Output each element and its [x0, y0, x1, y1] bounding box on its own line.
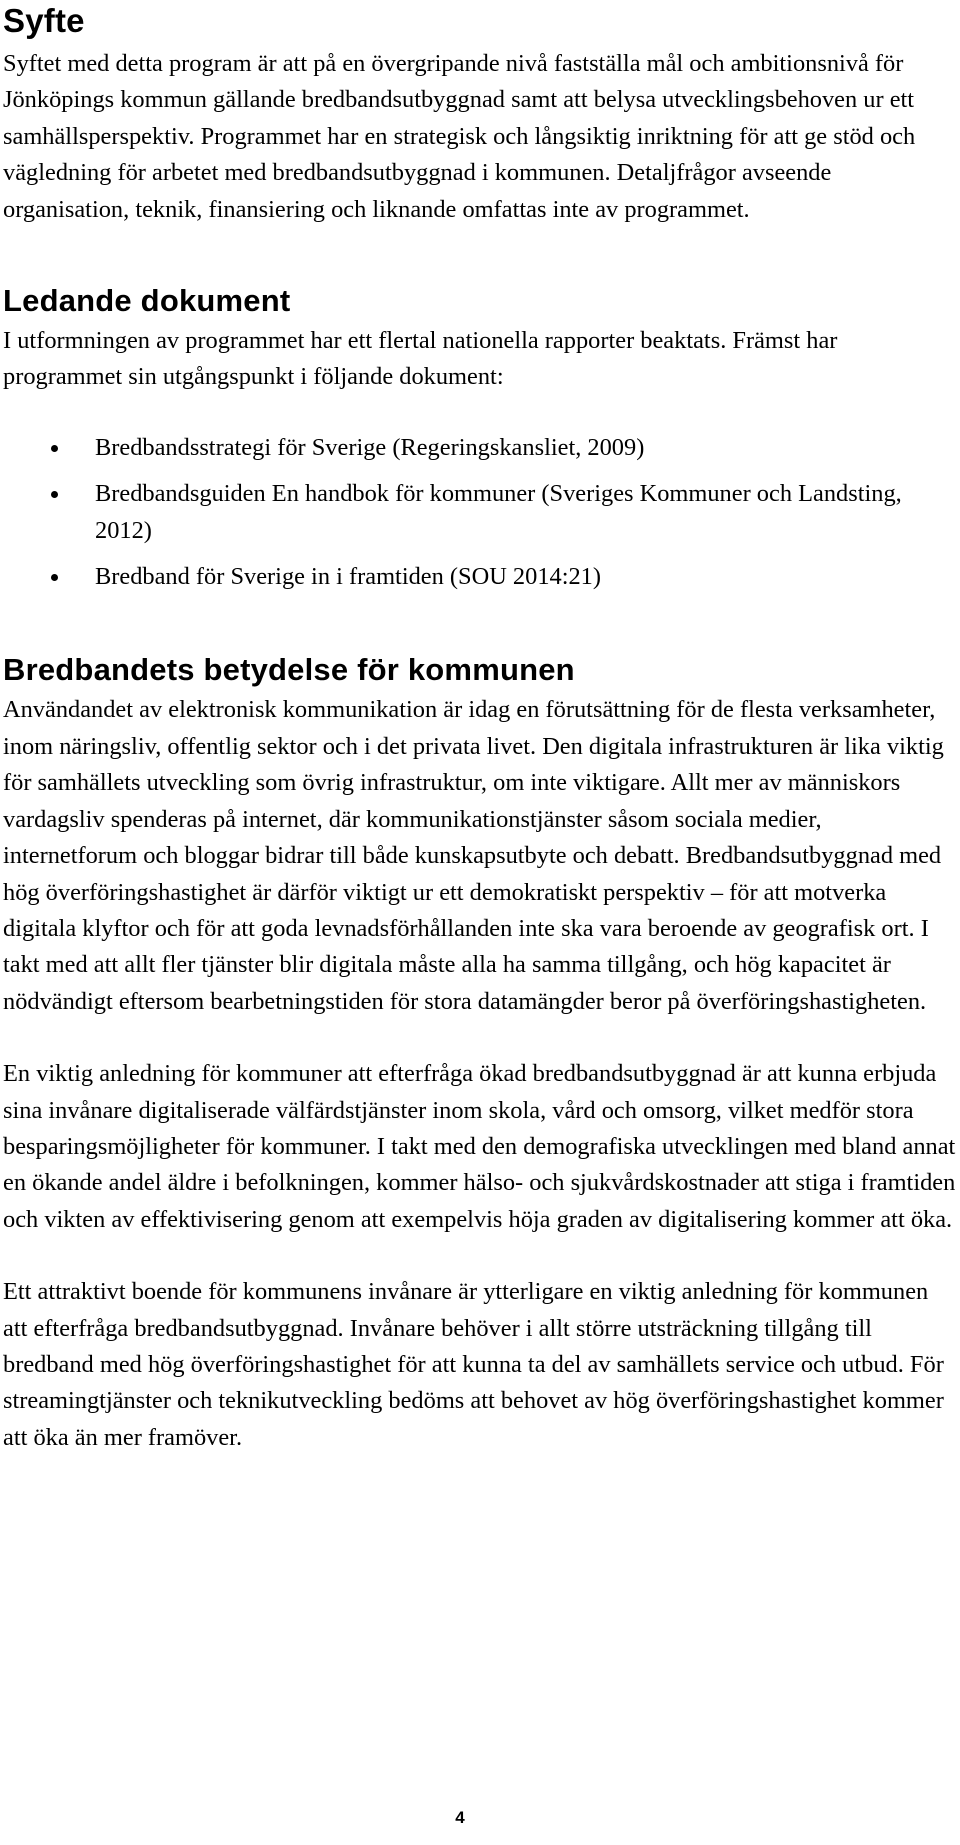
document-list	[3, 430, 958, 596]
bullet-icon	[51, 491, 58, 498]
heading-syfte: Syfte	[3, 2, 85, 39]
list-item-text: Bredbandsstrategi för Sverige (Regeringskansliet, 2009)	[95, 433, 645, 461]
paragraph-syfte: Syftet med detta program är att på en övergripande nivå fastställa mål och ambitionsnivå för Jönköpings kommun gällande bredbandsutbyggnad samt att belysa utvecklingsbehoven ur ett samhällsperspektiv. Programmet har en strategisk och långsiktig inriktning för att ge stöd och vägledning för arbetet med bredbandsutbyggnad i kommunen. Detaljfrågor avseende organisation, teknik, finansiering och liknande omfattas inte av programmet.	[3, 50, 916, 223]
page-number: 4	[455, 1808, 465, 1827]
heading-bredbandets-betydelse: Bredbandets betydelse för kommunen	[3, 652, 575, 688]
bullet-icon	[51, 445, 58, 452]
list-item-text: Bredbandsguiden En handbok för kommuner (Sveriges Kommuner och Landsting, 2012)	[95, 480, 902, 544]
paragraph-bredbandets-3: Ett attraktivt boende för kommunens invånare är ytterligare en viktig anledning för kommunen att efterfråga bredbandsutbyggnad. Invånare behöver i allt större utsträckning tillgång till bredband med hög överföringshastighet för att kunna ta del av samhällets service och utbud. För streamingtjänster och teknikutveckling bedöms att behovet av hög överföringshastighet kommer att öka än mer framöver.	[3, 1278, 944, 1451]
bullet-icon	[51, 574, 58, 581]
list-item	[3, 559, 958, 595]
paragraph-ledande-dokument: I utformningen av programmet har ett flertal nationella rapporter beaktats. Främst har programmet sin utgångspunkt i följande dokument:	[3, 327, 838, 391]
list-item-text: Bredband för Sverige in i framtiden (SOU 2014:21)	[95, 563, 601, 591]
page-content	[3, 0, 958, 1456]
paragraph-bredbandets-2: En viktig anledning för kommuner att efterfråga ökad bredbandsutbyggnad är att kunna erbjuda sina invånare digitaliserade välfärdstjänster inom skola, vård och omsorg, vilket medför stora besparingsmöjligheter för kommuner. I takt med den demografiska utvecklingen med bland annat en ökande andel äldre i befolkningen, kommer hälso- och sjukvårdskostnader att stiga i framtiden och vikten av effektivisering genom att exempelvis höja graden av digitalisering kommer att öka.	[3, 1060, 956, 1233]
list-item	[3, 430, 958, 466]
list-item	[3, 476, 958, 549]
heading-ledande-dokument: Ledande dokument	[3, 283, 291, 319]
paragraph-bredbandets-1: Användandet av elektronisk kommunikation är idag en förutsättning för de flesta verksamheter, inom näringsliv, offentlig sektor och i det privata livet. Den digitala infrastrukturen är lika viktig för samhällets utveckling som övrig infrastruktur, om inte viktigare. Allt mer av människors vardagsliv spenderas på internet, där kommunikationstjänster såsom sociala medier, internetforum och bloggar bidrar till både kunskapsutbyte och debatt. Bredbandsutbyggnad med hög överföringshastighet är därför viktigt ur ett demokratiskt perspektiv – för att motverka digitala klyftor och för att goda levnadsförhållanden inte ska vara beroende av geografisk ort. I takt med att allt fler tjänster blir digitala måste alla ha samma tillgång, och hög kapacitet är nödvändigt eftersom bearbetningstiden för stora datamängder beror på överföringshastigheten.	[3, 696, 944, 1015]
